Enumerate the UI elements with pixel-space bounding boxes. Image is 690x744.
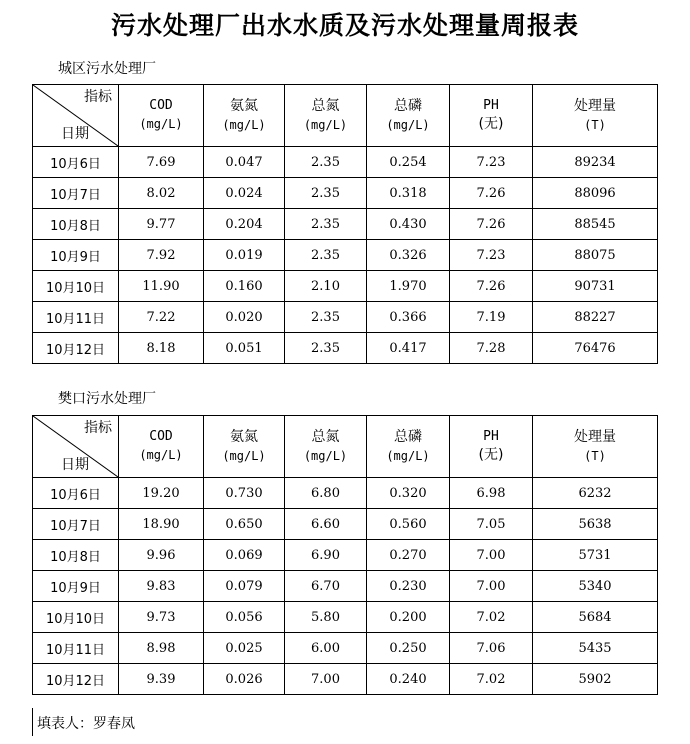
cell-tn: 5.80 [285, 602, 367, 633]
cell-volume: 5902 [533, 664, 658, 695]
col-header-total-phosphorus: 总磷 (mg/L) [367, 85, 450, 147]
cell-volume: 89234 [533, 147, 658, 178]
diagonal-header-cell [33, 85, 119, 147]
col-header-volume: 处理量 (T) [533, 416, 658, 478]
cell-ammonia: 0.204 [204, 209, 285, 240]
cell-cod: 8.18 [119, 333, 204, 364]
date-label: 日期 [61, 126, 89, 142]
cell-date: 10月10日 [33, 271, 119, 302]
cell-tn: 2.35 [285, 302, 367, 333]
cell-cod: 9.77 [119, 209, 204, 240]
cell-volume: 5731 [533, 540, 658, 571]
col-header-ph: PH (无) [450, 416, 533, 478]
col-header-total-phosphorus: 总磷 (mg/L) [367, 416, 450, 478]
cell-tp: 0.417 [367, 333, 450, 364]
cell-tn: 2.35 [285, 240, 367, 271]
cell-ph: 7.05 [450, 509, 533, 540]
cell-tp: 1.970 [367, 271, 450, 302]
cell-ammonia: 0.079 [204, 571, 285, 602]
section-label-fankou: 樊口污水处理厂 [58, 391, 156, 407]
table-header-row [33, 416, 658, 478]
col-header-ammonia: 氨氮 (mg/L) [204, 85, 285, 147]
cell-ph: 7.23 [450, 240, 533, 271]
cell-cod: 19.20 [119, 478, 204, 509]
cell-ammonia: 0.160 [204, 271, 285, 302]
table-row [33, 240, 658, 271]
filler-name: 填表人：罗春凤 [37, 716, 135, 732]
cell-volume: 88096 [533, 178, 658, 209]
cell-ph: 7.23 [450, 147, 533, 178]
cell-ph: 7.02 [450, 602, 533, 633]
cell-tp: 0.320 [367, 478, 450, 509]
table-row [33, 209, 658, 240]
cell-date: 10月6日 [33, 147, 119, 178]
table-row [33, 147, 658, 178]
col-header-ammonia: 氨氮 (mg/L) [204, 416, 285, 478]
cell-date: 10月6日 [33, 478, 119, 509]
cell-tn: 6.80 [285, 478, 367, 509]
cell-ammonia: 0.069 [204, 540, 285, 571]
cell-ammonia: 0.020 [204, 302, 285, 333]
cell-volume: 90731 [533, 271, 658, 302]
table-row [33, 478, 658, 509]
cell-tp: 0.240 [367, 664, 450, 695]
cell-ph: 7.28 [450, 333, 533, 364]
cell-cod: 9.39 [119, 664, 204, 695]
cell-tn: 2.35 [285, 178, 367, 209]
cell-tn: 2.35 [285, 333, 367, 364]
filler-marker-line [32, 708, 33, 736]
table-row [33, 633, 658, 664]
indicator-label: 指标 [84, 89, 112, 105]
cell-ammonia: 0.650 [204, 509, 285, 540]
cell-ph: 7.00 [450, 540, 533, 571]
cell-tn: 6.60 [285, 509, 367, 540]
cell-volume: 5435 [533, 633, 658, 664]
col-header-total-nitrogen: 总氮 (mg/L) [285, 85, 367, 147]
cell-date: 10月8日 [33, 540, 119, 571]
col-header-volume: 处理量 (T) [533, 85, 658, 147]
cell-tp: 0.366 [367, 302, 450, 333]
cell-ammonia: 0.019 [204, 240, 285, 271]
cell-cod: 7.69 [119, 147, 204, 178]
cell-ph: 6.98 [450, 478, 533, 509]
cell-cod: 9.96 [119, 540, 204, 571]
cell-date: 10月11日 [33, 302, 119, 333]
cell-date: 10月7日 [33, 178, 119, 209]
fankou-plant-table [32, 415, 658, 695]
cell-tp: 0.200 [367, 602, 450, 633]
cell-tn: 2.10 [285, 271, 367, 302]
cell-cod: 7.92 [119, 240, 204, 271]
table-row [33, 664, 658, 695]
table-body [33, 478, 658, 695]
cell-date: 10月12日 [33, 333, 119, 364]
cell-tp: 0.250 [367, 633, 450, 664]
cell-tn: 6.90 [285, 540, 367, 571]
cell-cod: 9.83 [119, 571, 204, 602]
cell-ammonia: 0.026 [204, 664, 285, 695]
cell-tp: 0.430 [367, 209, 450, 240]
col-header-cod: COD (mg/L) [119, 85, 204, 147]
cell-cod: 8.98 [119, 633, 204, 664]
cell-ph: 7.02 [450, 664, 533, 695]
cell-tn: 2.35 [285, 147, 367, 178]
table-header-row [33, 85, 658, 147]
cell-tp: 0.270 [367, 540, 450, 571]
cell-volume: 5684 [533, 602, 658, 633]
cell-ph: 7.26 [450, 178, 533, 209]
cell-tn: 7.00 [285, 664, 367, 695]
table-row [33, 540, 658, 571]
cell-date: 10月10日 [33, 602, 119, 633]
cell-date: 10月8日 [33, 209, 119, 240]
cell-tp: 0.254 [367, 147, 450, 178]
cell-date: 10月11日 [33, 633, 119, 664]
cell-ph: 7.26 [450, 209, 533, 240]
cell-date: 10月9日 [33, 571, 119, 602]
cell-tp: 0.318 [367, 178, 450, 209]
cell-volume: 5638 [533, 509, 658, 540]
cell-ph: 7.26 [450, 271, 533, 302]
cell-volume: 6232 [533, 478, 658, 509]
col-header-total-nitrogen: 总氮 (mg/L) [285, 416, 367, 478]
cell-ammonia: 0.051 [204, 333, 285, 364]
cell-tp: 0.326 [367, 240, 450, 271]
cell-tp: 0.230 [367, 571, 450, 602]
table-row [33, 302, 658, 333]
table-row [33, 509, 658, 540]
col-header-cod: COD (mg/L) [119, 416, 204, 478]
table-row [33, 602, 658, 633]
cell-tp: 0.560 [367, 509, 450, 540]
cell-date: 10月12日 [33, 664, 119, 695]
report-title: 污水处理厂出水水质及污水处理量周报表 [110, 11, 579, 40]
cell-ph: 7.00 [450, 571, 533, 602]
table-row [33, 333, 658, 364]
city-plant-table [32, 84, 658, 364]
date-label: 日期 [61, 457, 89, 473]
cell-cod: 11.90 [119, 271, 204, 302]
cell-cod: 18.90 [119, 509, 204, 540]
cell-ammonia: 0.056 [204, 602, 285, 633]
col-header-ph: PH (无) [450, 85, 533, 147]
cell-ammonia: 0.025 [204, 633, 285, 664]
cell-volume: 88227 [533, 302, 658, 333]
cell-volume: 88545 [533, 209, 658, 240]
cell-cod: 8.02 [119, 178, 204, 209]
table-row [33, 178, 658, 209]
cell-volume: 88075 [533, 240, 658, 271]
cell-ammonia: 0.730 [204, 478, 285, 509]
table-row [33, 571, 658, 602]
diagonal-header-cell [33, 416, 119, 478]
cell-ph: 7.19 [450, 302, 533, 333]
cell-tn: 6.70 [285, 571, 367, 602]
table-body [33, 147, 658, 364]
cell-tn: 2.35 [285, 209, 367, 240]
cell-ph: 7.06 [450, 633, 533, 664]
cell-volume: 5340 [533, 571, 658, 602]
cell-cod: 7.22 [119, 302, 204, 333]
table-row [33, 271, 658, 302]
cell-ammonia: 0.047 [204, 147, 285, 178]
section-label-city: 城区污水处理厂 [58, 61, 156, 77]
cell-ammonia: 0.024 [204, 178, 285, 209]
cell-cod: 9.73 [119, 602, 204, 633]
cell-date: 10月7日 [33, 509, 119, 540]
cell-date: 10月9日 [33, 240, 119, 271]
cell-tn: 6.00 [285, 633, 367, 664]
indicator-label: 指标 [84, 420, 112, 436]
cell-volume: 76476 [533, 333, 658, 364]
